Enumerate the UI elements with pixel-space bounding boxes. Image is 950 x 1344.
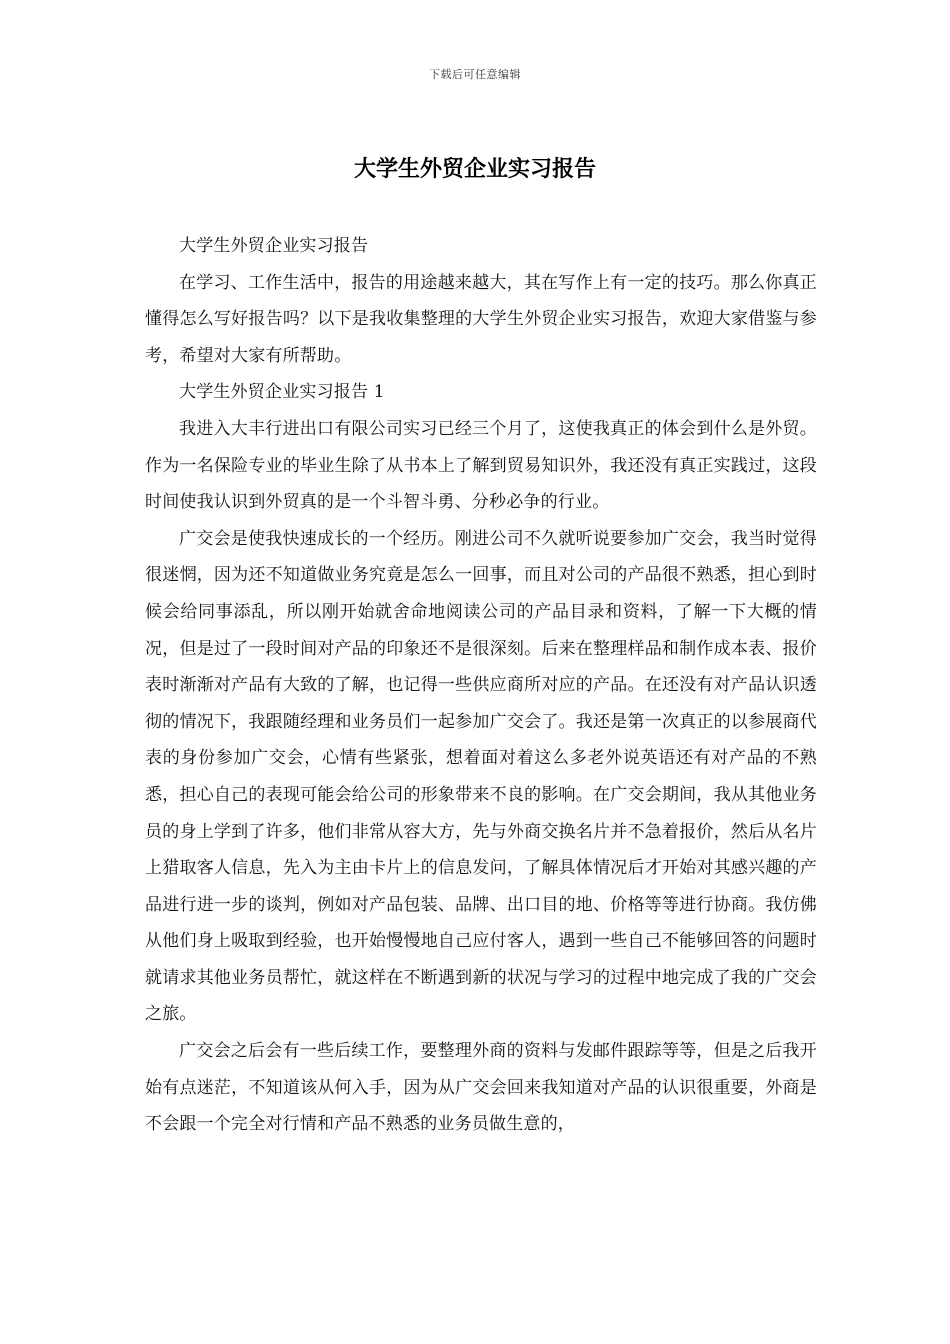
document-title: 大学生外贸企业实习报告 — [353, 156, 596, 182]
paragraph-section-heading: 大学生外贸企业实习报告 1 — [179, 382, 385, 403]
paragraph: 我进入大丰行进出口有限公司实习已经三个月了，这使我真正的体会到什么是外贸。作为一名保险专业的毕业生除了从书本上了解到贸易知识外，我还没有真正实践过，这段时间使我认识到外贸真的是一个斗智斗勇、分秒必争的行业。 — [145, 418, 817, 513]
paragraph: 广交会之后会有一些后续工作，要整理外商的资料与发邮件跟踪等等，但是之后我开始有点迷茫，不知道该从何入手，因为从广交会回来我知道对产品的认识很重要，外商是不会跟一个完全对行情和产品不熟悉的业务员做生意的， — [145, 1041, 817, 1135]
header-note: 下载后可任意编辑 — [429, 68, 521, 81]
paragraph-intro: 在学习、工作生活中，报告的用途越来越大，其在写作上有一定的技巧。那么你真正懂得怎么写好报告吗？以下是我收集整理的大学生外贸企业实习报告，欢迎大家借鉴与参考，希望对大家有所帮助。 — [145, 272, 817, 366]
paragraph: 广交会是使我快速成长的一个经历。刚进公司不久就听说要参加广交会，我当时觉得很迷惘，因为还不知道做业务究竟是怎么一回事，而且对公司的产品很不熟悉，担心到时候会给同事添乱，所以刚开始就舍命地阅读公司的产品目录和资料，了解一下大概的情况，但是过了一段时间对产品的印象还不是很深刻。后来在整理样品和制作成本表、报价表时渐渐对产品有大致的了解，也记得一些供应商所对应的产品。在还没有对产品认识透彻的情况下，我跟随经理和业务员们一起参加广交会了。我还是第一次真正的以参展商代表的身份参加广交会，心情有些紧张，想着面对着这么多老外说英语还有对产品的不熟悉，担心自己的表现可能会给公司的形象带来不良的影响。在广交会期间，我从其他业务员的身上学到了许多，他们非常从容大方，先与外商交换名片并不急着报价，然后从名片上猎取客人信息，先入为主由卡片上的信息发问，了解具体情况后才开始对其感兴趣的产品进行进一步的谈判，例如对产品包装、品牌、出口目的地、价格等等进行协商。我仿佛从他们身上吸取到经验，也开始慢慢地自己应付客人，遇到一些自己不能够回答的问题时就请求其他业务员帮忙，就这样在不断遇到新的状况与学习的过程中地完成了我的广交会之旅。 — [145, 528, 817, 1025]
paragraph-subtitle: 大学生外贸企业实习报告 — [179, 236, 369, 256]
document-body — [145, 228, 817, 1143]
